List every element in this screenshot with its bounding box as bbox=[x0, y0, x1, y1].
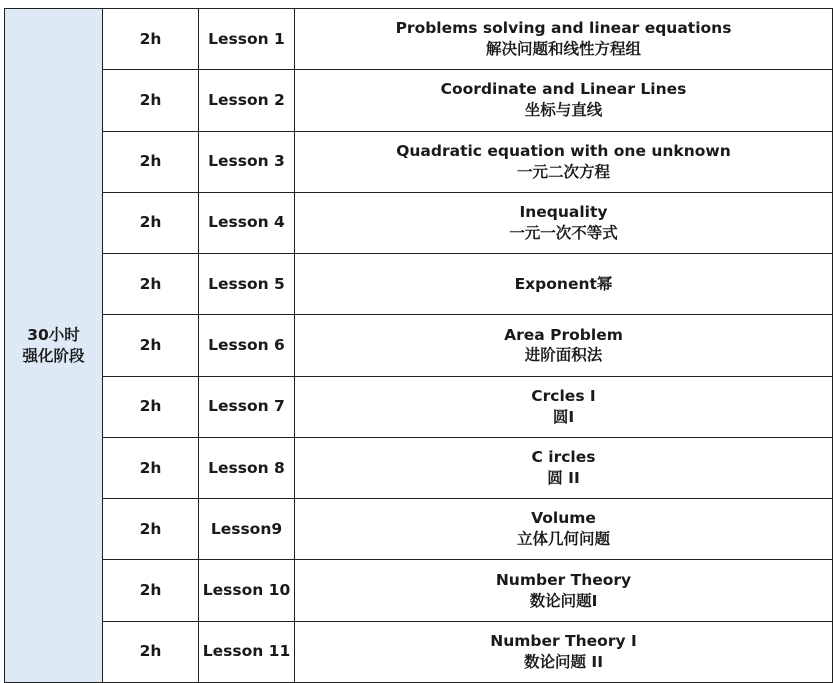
topic-title-chinese: 圆 II bbox=[547, 468, 580, 487]
table-row bbox=[5, 70, 833, 131]
table-row bbox=[5, 131, 833, 192]
lesson-cell: Lesson 8 bbox=[199, 437, 295, 498]
hours-cell: 2h bbox=[103, 70, 199, 131]
topic-title-english: C ircles bbox=[531, 448, 596, 467]
topic-title-chinese: 坐标与直线 bbox=[524, 101, 603, 120]
hours-cell: 2h bbox=[103, 131, 199, 192]
schedule-sheet bbox=[4, 8, 832, 683]
topic-title-english: Area Problem bbox=[504, 325, 623, 344]
lesson-cell: Lesson 7 bbox=[199, 376, 295, 437]
table-row bbox=[5, 315, 833, 376]
table-row bbox=[5, 376, 833, 437]
hours-cell: 2h bbox=[103, 621, 199, 682]
table-row bbox=[5, 437, 833, 498]
topic-title-chinese: 立体几何问题 bbox=[516, 530, 610, 549]
topic-cell bbox=[295, 192, 833, 253]
table-row bbox=[5, 192, 833, 253]
topic-title-chinese: 解决问题和线性方程组 bbox=[485, 40, 641, 59]
topic-title-chinese: 一元一次不等式 bbox=[509, 223, 618, 242]
lesson-cell: Lesson 5 bbox=[199, 254, 295, 315]
topic-title-chinese: 一元二次方程 bbox=[516, 162, 610, 181]
topic-cell bbox=[295, 560, 833, 621]
phase-stage-label: 强化阶段 bbox=[22, 346, 85, 365]
lesson-cell: Lesson 4 bbox=[199, 192, 295, 253]
table-row bbox=[5, 254, 833, 315]
topic-cell bbox=[295, 376, 833, 437]
table-row bbox=[5, 9, 833, 70]
phase-duration-label: 30小时 bbox=[27, 325, 80, 344]
topic-title-english: Number Theory I bbox=[490, 631, 637, 650]
lesson-cell: Lesson 11 bbox=[199, 621, 295, 682]
topic-title-english: Crcles I bbox=[531, 386, 596, 405]
topic-title-english: Inequality bbox=[519, 203, 608, 221]
table-row bbox=[5, 560, 833, 621]
lesson-cell: Lesson 6 bbox=[199, 315, 295, 376]
lesson-cell: Lesson9 bbox=[199, 499, 295, 560]
topic-cell bbox=[295, 131, 833, 192]
hours-cell: 2h bbox=[103, 192, 199, 253]
hours-cell: 2h bbox=[103, 437, 199, 498]
hours-cell: 2h bbox=[103, 315, 199, 376]
topic-cell bbox=[295, 70, 833, 131]
topic-cell bbox=[295, 499, 833, 560]
lesson-cell: Lesson 10 bbox=[199, 560, 295, 621]
phase-cell bbox=[5, 9, 103, 683]
lesson-cell: Lesson 2 bbox=[199, 70, 295, 131]
topic-cell bbox=[295, 437, 833, 498]
topic-title-english: Volume bbox=[531, 509, 596, 528]
topic-title-english: Coordinate and Linear Lines bbox=[440, 80, 687, 99]
hours-cell: 2h bbox=[103, 560, 199, 621]
hours-cell: 2h bbox=[103, 9, 199, 70]
topic-title-chinese: 数论问题 II bbox=[524, 652, 603, 671]
lesson-cell: Lesson 1 bbox=[199, 9, 295, 70]
topic-title-chinese: 进阶面积法 bbox=[524, 346, 603, 365]
topic-cell bbox=[295, 9, 833, 70]
lesson-schedule-table bbox=[4, 8, 833, 683]
topic-title-english: Number Theory bbox=[495, 570, 632, 589]
topic-cell bbox=[295, 315, 833, 376]
topic-title-chinese: 数论问题I bbox=[529, 591, 598, 610]
topic-title-english: Problems solving and linear equations bbox=[395, 19, 732, 38]
topic-title-chinese: 圆I bbox=[552, 407, 575, 426]
topic-title-english: Exponent幂 bbox=[514, 274, 613, 293]
hours-cell: 2h bbox=[103, 376, 199, 437]
hours-cell: 2h bbox=[103, 499, 199, 560]
hours-cell: 2h bbox=[103, 254, 199, 315]
table-row bbox=[5, 621, 833, 682]
topic-title-english: Quadratic equation with one unknown bbox=[396, 141, 731, 160]
schedule-body bbox=[5, 9, 833, 683]
topic-cell bbox=[295, 254, 833, 315]
lesson-cell: Lesson 3 bbox=[199, 131, 295, 192]
topic-cell bbox=[295, 621, 833, 682]
table-row bbox=[5, 499, 833, 560]
